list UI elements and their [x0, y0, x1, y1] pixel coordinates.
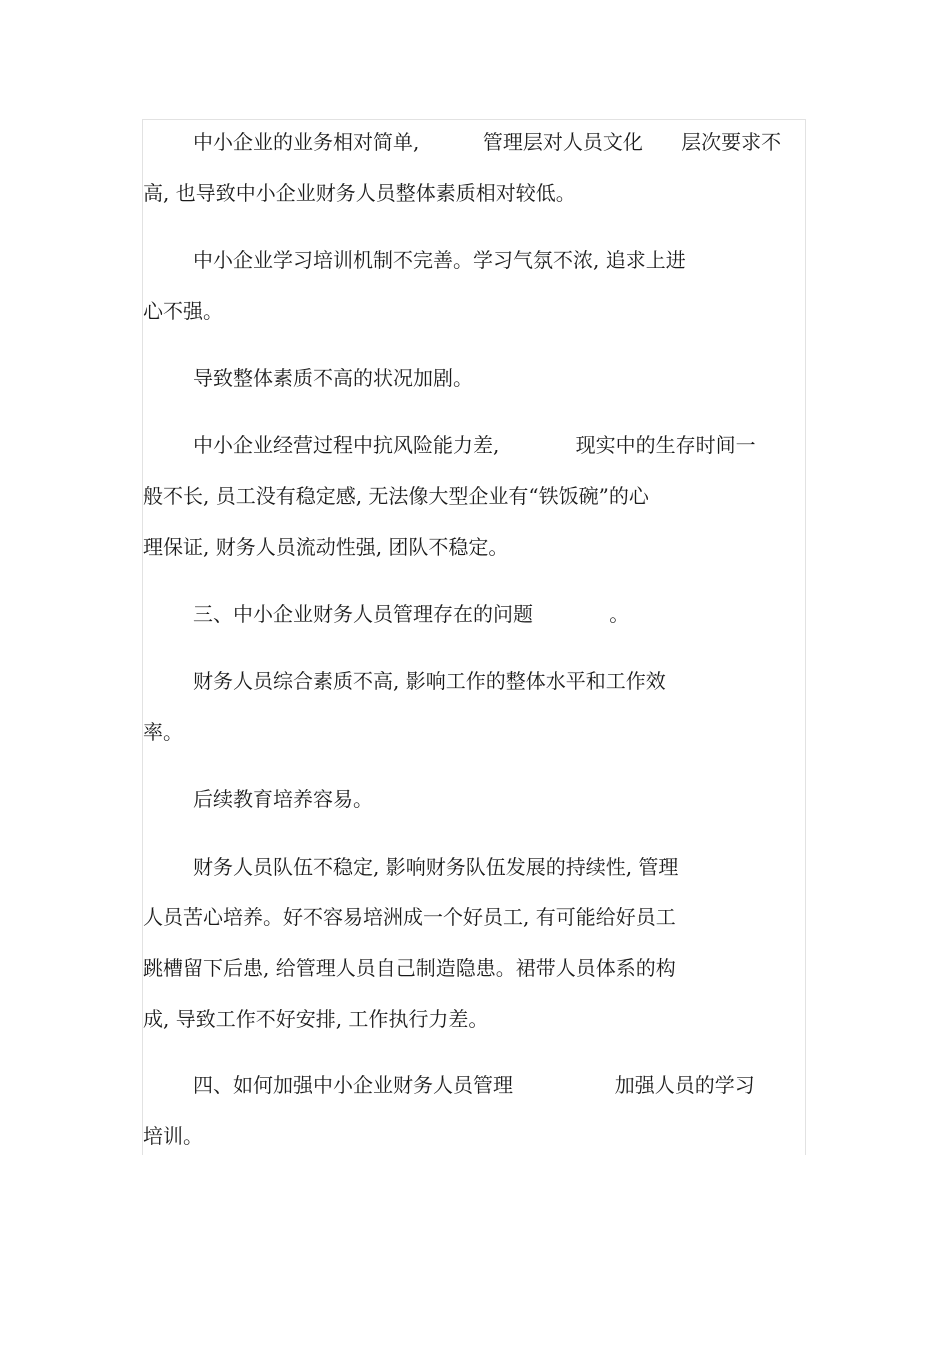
- paragraph-7-line-4: 成, 导致工作不好安排, 工作执行力差。: [143, 1007, 489, 1031]
- paragraph-2-line-2: 心不强。: [143, 299, 223, 323]
- paragraph-6-line-1: 后续教育培养容易。: [193, 787, 373, 811]
- paragraph-7-line-1: 财务人员队伍不稳定, 影响财务队伍发展的持续性, 管理: [193, 855, 679, 879]
- section-heading-4: 四、如何加强中小企业财务人员管理 加强人员的学习: [193, 1073, 755, 1097]
- paragraph-3-line-1: 导致整体素质不高的状况加剧。: [193, 366, 473, 390]
- paragraph-8-line-1: 培训。: [143, 1124, 203, 1148]
- paragraph-4-line-3: 理保证, 财务人员流动性强, 团队不稳定。: [143, 535, 509, 559]
- paragraph-2-line-1: 中小企业学习培训机制不完善。学习气氛不浓, 追求上进: [193, 248, 686, 272]
- section-heading-3: 三、中小企业财务人员管理存在的问题 。: [193, 602, 630, 626]
- paragraph-1-line-2: 高, 也导致中小企业财务人员整体素质相对较低。: [143, 181, 576, 205]
- paragraph-5-line-2: 率。: [143, 720, 183, 744]
- paragraph-5-line-1: 财务人员综合素质不高, 影响工作的整体水平和工作效: [193, 669, 666, 693]
- page-frame: [142, 119, 806, 1155]
- paragraph-1-line-1: 中小企业的业务相对简单, 管理层对人员文化 层次要求不: [193, 130, 782, 154]
- paragraph-7-line-3: 跳槽留下后患, 给管理人员自己制造隐患。裙带人员体系的构: [143, 956, 676, 980]
- paragraph-7-line-2: 人员苦心培养。好不容易培洲成一个好员工, 有可能给好员工: [143, 905, 676, 929]
- paragraph-4-line-2: 般不长, 员工没有稳定感, 无法像大型企业有“铁饭碗”的心: [143, 484, 649, 508]
- paragraph-4-line-1: 中小企业经营过程中抗风险能力差, 现实中的生存时间一: [193, 433, 756, 457]
